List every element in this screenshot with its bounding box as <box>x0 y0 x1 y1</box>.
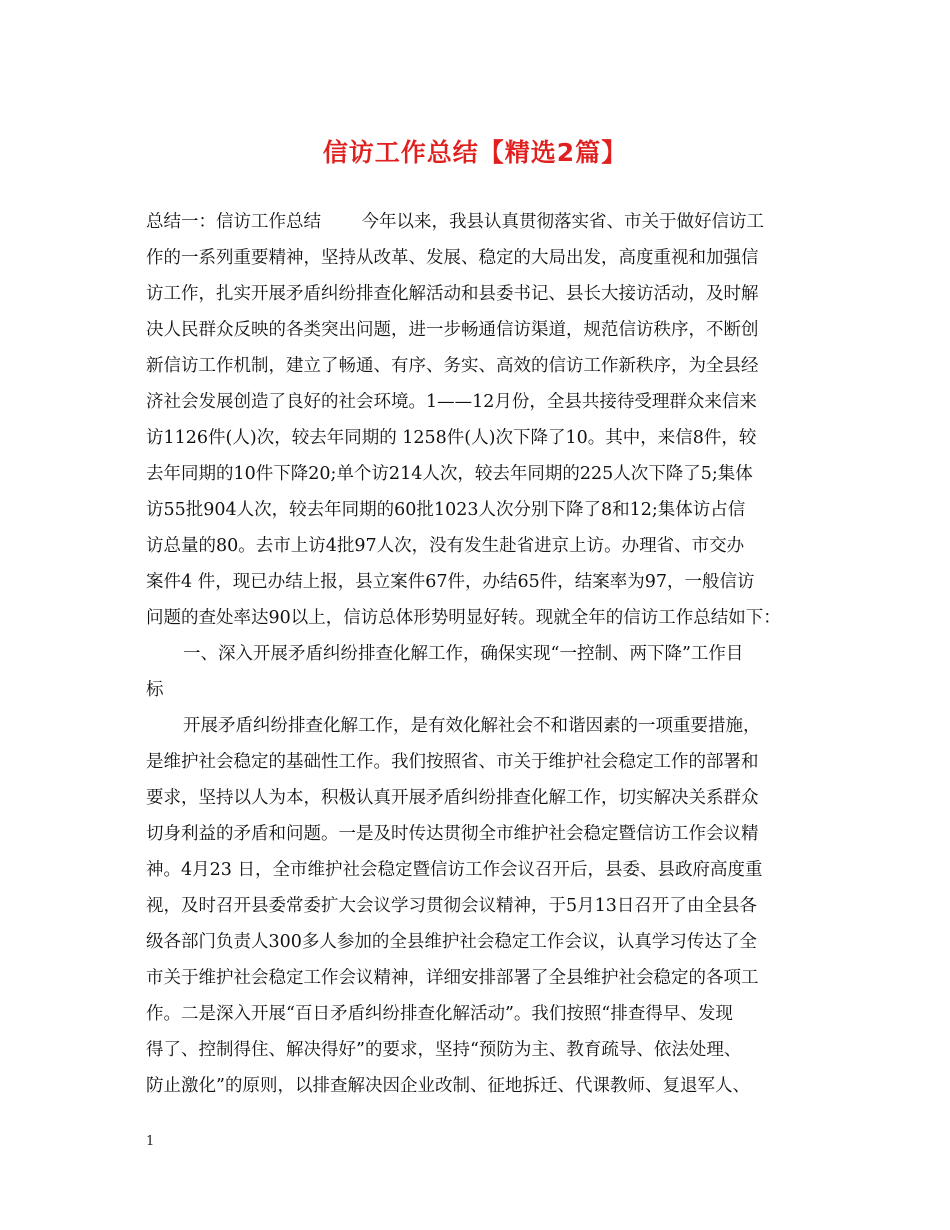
text-line: 访工作，扎实开展矛盾纠纷排查化解活动和县委书记、县长大接访活动，及时解 <box>146 284 759 304</box>
text-line: 决人民群众反映的各类突出问题，进一步畅通信访渠道，规范信访秩序，不断创 <box>146 320 759 340</box>
text-line: 是维护社会稳定的基础性工作。我们按照省、市关于维护社会稳定工作的部署和 <box>146 752 759 772</box>
section-heading-continued: 标 <box>146 680 164 700</box>
text-line: 市关于维护社会稳定工作会议精神，详细安排部署了全县维护社会稳定的各项工 <box>146 968 759 988</box>
page-number: 1 <box>146 1134 155 1149</box>
text-line: 济社会发展创造了良好的社会环境。1——12月份，全县共接待受理群众来信来 <box>146 392 757 412</box>
text-line: 得了、控制得住、解决得好”的要求，坚持“预防为主、教育疏导、依法处理、 <box>146 1040 742 1060</box>
text-line: 视，及时召开县委常委扩大会议学习贯彻会议精神，于5月13日召开了由全县各 <box>146 896 757 916</box>
text-line: 访55批904人次，较去年同期的60批1023人次分别下降了8和12;集体访占信 <box>146 500 746 520</box>
text-line: 访总量的80。去市上访4批97人次，没有发生赴省进京上访。办理省、市交办 <box>146 536 745 556</box>
text-line: 案件4 件，现已办结上报，县立案件67件，办结65件，结案率为97，一般信访 <box>146 572 755 592</box>
text-line: 防止激化”的原则，以排查解决因企业改制、征地拆迁、代课教师、复退军人、 <box>146 1076 750 1096</box>
text-line: 作。二是深入开展“百日矛盾纠纷排查化解活动”。我们按照“排查得早、发现 <box>146 1004 733 1024</box>
text-line: 访1126件(人)次，较去年同期的 1258件(人)次下降了10。其中，来信8件，较 <box>146 428 757 448</box>
text-line: 神。4月23 日，全市维护社会稳定暨信访工作会议召开后，县委、县政府高度重 <box>146 860 763 880</box>
text-line: 问题的查处率达90以上，信访总体形势明显好转。现就全年的信访工作总结如下： <box>146 608 781 628</box>
text-line: 去年同期的10件下降20;单个访214人次，较去年同期的225人次下降了5;集体 <box>146 464 753 484</box>
text-line: 新信访工作机制，建立了畅通、有序、务实、高效的信访工作新秩序，为全县经 <box>146 356 759 376</box>
text-line: 开展矛盾纠纷排查化解工作，是有效化解社会不和谐因素的一项重要措施， <box>183 716 761 736</box>
document-title: 信访工作总结【精选2篇】 <box>322 138 628 167</box>
section-heading: 一、深入开展矛盾纠纷排查化解工作，确保实现“一控制、两下降”工作目 <box>183 644 744 664</box>
text-line: 切身利益的矛盾和问题。一是及时传达贯彻全市维护社会稳定暨信访工作会议精 <box>146 824 759 844</box>
text-line: 作的一系列重要精神，坚持从改革、发展、稳定的大局出发，高度重视和加强信 <box>146 248 759 268</box>
text-line: 总结一：信访工作总结 今年以来，我县认真贯彻落实省、市关于做好信访工 <box>146 212 765 232</box>
text-line: 级各部门负责人300多人参加的全县维护社会稳定工作会议，认真学习传达了全 <box>146 932 757 952</box>
text-line: 要求，坚持以人为本，积极认真开展矛盾纠纷排查化解工作，切实解决关系群众 <box>146 788 759 808</box>
